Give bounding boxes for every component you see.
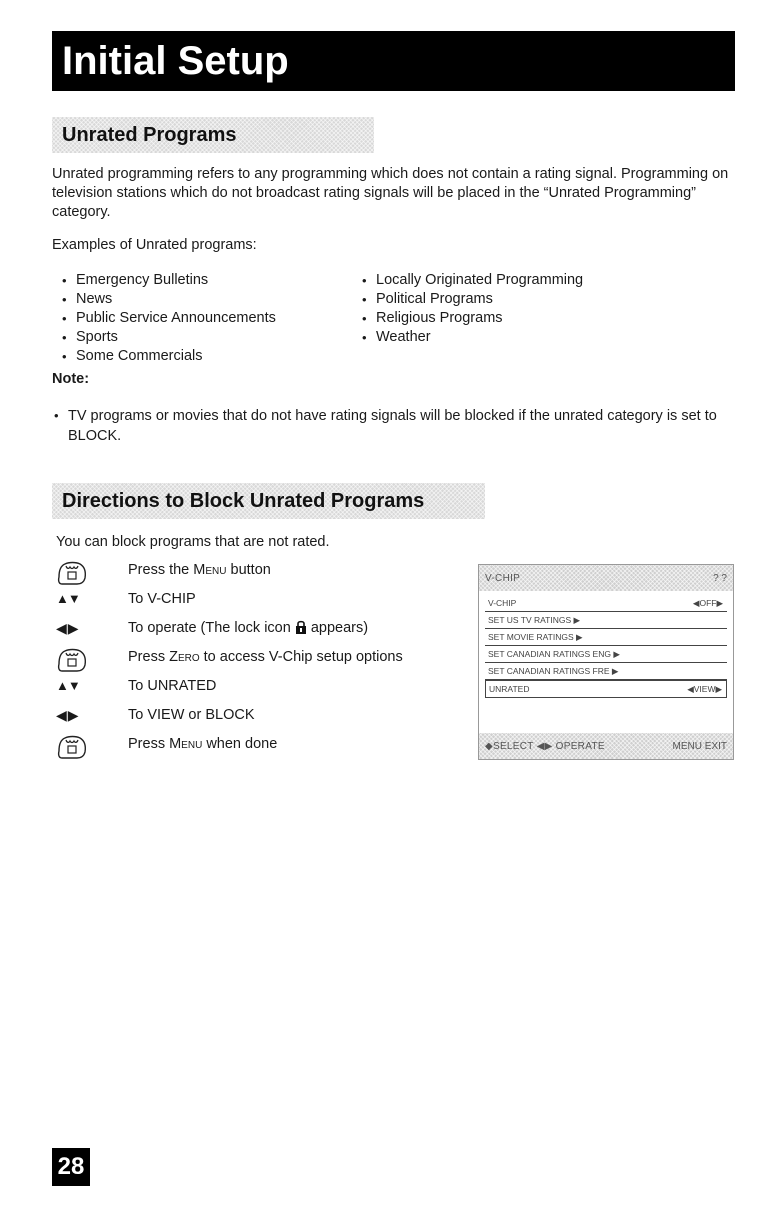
menu-row-label: SET MOVIE RATINGS ▶	[488, 632, 583, 642]
vchip-menu	[485, 595, 727, 698]
list-item: • Religious Programs	[360, 309, 583, 328]
step-text: Press the Menu button	[128, 562, 271, 578]
list-item: • News	[60, 290, 276, 309]
tv-screen-illustration	[478, 564, 734, 760]
tv-screen-bottom-left: ◆SELECT ◀▶ OPERATE	[485, 741, 605, 752]
menu-row-value: ◀VIEW▶	[687, 684, 722, 694]
step-to-view-block	[56, 705, 456, 734]
page-number: 28	[52, 1148, 90, 1186]
tv-screen-bottom-right: MENU EXIT	[672, 741, 727, 752]
note-label: Note:	[52, 371, 90, 387]
list-item: • Locally Originated Programming	[360, 271, 583, 290]
step-text: To V-CHIP	[128, 591, 196, 607]
menu-row-value: ◀OFF▶	[692, 598, 723, 608]
list-item: • Sports	[60, 328, 276, 347]
left-right-arrows-icon: ◀▶	[56, 707, 80, 723]
tv-screen-title-right: ? ?	[713, 573, 727, 584]
section-heading-unrated: Unrated Programs	[52, 117, 374, 153]
list-item: • Public Service Announcements	[60, 309, 276, 328]
step-to-unrated	[56, 676, 456, 705]
page-title: Initial Setup	[52, 31, 735, 91]
list-item: • Emergency Bulletins	[60, 271, 276, 290]
remote-button-icon	[56, 647, 92, 673]
step-to-vchip	[56, 589, 456, 618]
step-text: To VIEW or BLOCK	[128, 707, 255, 723]
list-item: • Some Commercials	[60, 347, 276, 366]
menu-row-label: SET CANADIAN RATINGS FRE ▶	[488, 666, 619, 676]
tv-screen-bottom-bar	[479, 733, 733, 759]
remote-button-icon	[56, 734, 92, 760]
examples-label: Examples of Unrated programs:	[52, 237, 257, 253]
step-press-menu	[56, 560, 456, 589]
menu-row-label: SET CANADIAN RATINGS ENG ▶	[488, 649, 620, 659]
step-press-zero	[56, 647, 456, 676]
tv-screen-title-bar	[479, 565, 733, 591]
lock-icon	[295, 619, 307, 635]
step-to-operate	[56, 618, 456, 647]
step-text: Press Menu when done	[128, 736, 278, 752]
up-down-arrows-icon: ▲▼	[56, 591, 80, 606]
menu-row-unrated	[485, 680, 727, 698]
section-heading-directions: Directions to Block Unrated Programs	[52, 483, 485, 519]
menu-row-canadian-eng	[485, 646, 727, 663]
directions-intro: You can block programs that are not rated.	[56, 534, 330, 550]
step-text: To operate (The lock icon appears)	[128, 620, 369, 636]
step-text: To UNRATED	[128, 678, 217, 694]
left-right-arrows-icon: ◀▶	[56, 620, 80, 636]
menu-row-label: V-CHIP	[488, 598, 517, 608]
examples-list-left	[60, 271, 276, 366]
menu-row-canadian-fre	[485, 663, 727, 680]
menu-row-vchip	[485, 595, 727, 612]
menu-row-us-tv-ratings	[485, 612, 727, 629]
examples-list-right	[360, 271, 583, 347]
menu-row-movie-ratings	[485, 629, 727, 646]
unrated-intro: Unrated programming refers to any programming which does not contain a rating signal. Programming on television stations which do not broadcast rating signals will be placed in the “Unrated Programming” category.	[52, 166, 729, 220]
steps-list	[56, 560, 456, 763]
step-press-menu-done	[56, 734, 456, 763]
list-item: • Weather	[360, 328, 583, 347]
step-text: Press Zero to access V-Chip setup options	[128, 649, 403, 665]
remote-button-icon	[56, 560, 92, 586]
tv-screen-title: V-CHIP	[485, 573, 521, 584]
menu-row-label: UNRATED	[489, 684, 530, 694]
list-item: • Political Programs	[360, 290, 583, 309]
menu-row-label: SET US TV RATINGS ▶	[488, 615, 581, 625]
note-text: • TV programs or movies that do not have rating signals will be blocked if the unrated category is set to BLOCK.	[52, 406, 742, 446]
up-down-arrows-icon: ▲▼	[56, 678, 80, 693]
